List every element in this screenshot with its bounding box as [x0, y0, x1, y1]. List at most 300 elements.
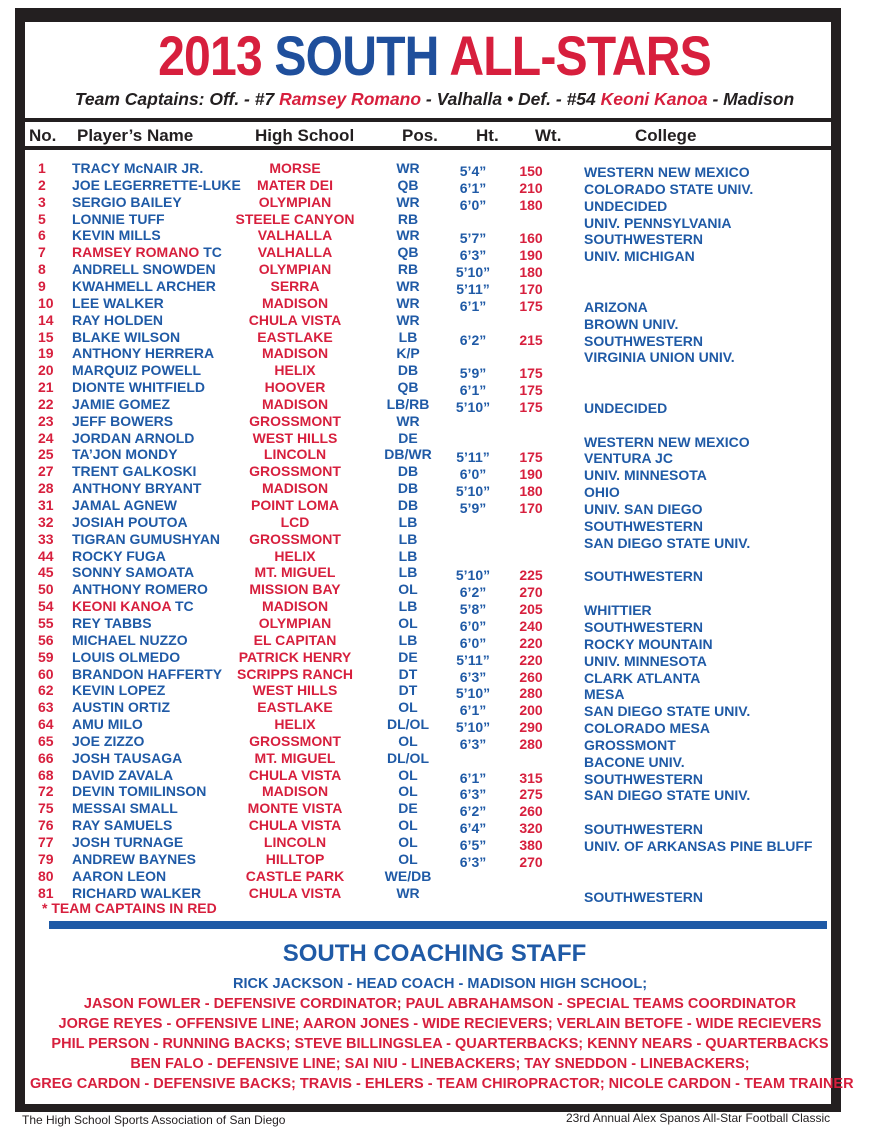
table-row: [0, 665, 869, 686]
player-name: [72, 211, 165, 228]
player-position: WR: [396, 277, 420, 294]
player-school: POINT LOMA: [251, 497, 339, 513]
player-name-text: RICHARD WALKER: [72, 884, 202, 901]
player-name: [72, 329, 180, 346]
player-college: CLARK ATLANTA: [584, 669, 701, 686]
player-school: EASTLAKE: [257, 328, 333, 345]
player-name: [72, 750, 182, 767]
player-name: [72, 396, 170, 413]
player-height: 6’3”: [459, 786, 487, 803]
player-position: DB: [397, 463, 419, 480]
player-college: UNDECIDED: [584, 197, 668, 214]
player-school: MADISON: [261, 783, 329, 800]
player-number: 60: [38, 665, 54, 682]
table-row: [0, 783, 869, 804]
player-college: WESTERN NEW MEXICO: [584, 433, 750, 450]
player-weight: 380: [519, 837, 543, 853]
player-college: SOUTHWESTERN: [584, 618, 703, 635]
table-row: [0, 193, 869, 214]
player-position: OL: [398, 834, 418, 850]
table-row: [0, 244, 869, 265]
player-college: SAN DIEGO STATE UNIV.: [584, 534, 751, 551]
player-position: DT: [398, 682, 418, 699]
header-college: College: [635, 126, 697, 145]
table-row: [0, 480, 869, 501]
player-position: RB: [397, 210, 419, 227]
table-row: [0, 749, 869, 770]
player-name-text: TA’JON MONDY: [72, 446, 178, 463]
player-college: BACONE UNIV.: [584, 753, 685, 770]
player-position: WR: [396, 884, 420, 901]
player-college: SOUTHWESTERN: [584, 568, 703, 585]
player-position: WR: [396, 412, 420, 429]
player-number: 9: [38, 277, 46, 294]
player-position: WE/DB: [384, 867, 432, 884]
player-college: COLORADO STATE UNIV.: [584, 180, 754, 197]
player-college: SOUTHWESTERN: [584, 888, 703, 905]
player-number: 5: [38, 210, 46, 227]
player-name-text: JOE ZIZZO: [72, 732, 145, 749]
player-name-text: JAMAL AGNEW: [72, 497, 177, 513]
player-name-text: LONNIE TUFF: [72, 210, 165, 227]
player-height: 5’10”: [455, 719, 491, 736]
player-name: [72, 548, 166, 565]
player-college: ROCKY MOUNTAIN: [584, 635, 713, 652]
player-name-text: ANDRELL SNOWDEN: [72, 261, 216, 278]
player-name-text: ROCKY FUGA: [72, 547, 166, 564]
player-college: MESA: [584, 686, 625, 703]
captain-offense-name: Ramsey Romano: [279, 89, 422, 109]
player-number: 32: [38, 513, 54, 530]
player-height: 5’9”: [459, 365, 487, 382]
player-school: HILLTOP: [265, 850, 325, 867]
table-row: [0, 530, 869, 551]
table-row: [0, 278, 869, 295]
player-position: OL: [398, 699, 418, 716]
player-height: 6’2”: [459, 331, 487, 348]
player-height: 6’3”: [459, 735, 487, 752]
player-school: OLYMPIAN: [258, 193, 332, 210]
player-number: 10: [38, 294, 54, 311]
captain-defense-name: Keoni Kanoa: [600, 89, 708, 109]
player-name: [72, 194, 182, 211]
player-height: 6’3”: [459, 247, 487, 264]
player-college: SOUTHWESTERN: [584, 517, 703, 534]
header-name: Player’s Name: [77, 126, 194, 145]
player-number: 2: [38, 176, 46, 193]
player-name-text: KEVIN LOPEZ: [72, 682, 166, 699]
player-school: MISSION BAY: [249, 581, 341, 598]
player-school: HELIX: [274, 362, 316, 379]
player-number: 72: [38, 783, 54, 800]
table-row: [0, 345, 869, 366]
header-ht: Ht.: [476, 126, 499, 145]
player-height: 5’11”: [456, 651, 490, 668]
player-college: WESTERN NEW MEXICO: [584, 164, 750, 180]
player-height: 5’10”: [455, 567, 491, 584]
table-row: [0, 294, 869, 315]
player-position: QB: [397, 379, 419, 396]
player-college: UNIV. MICHIGAN: [584, 248, 695, 265]
player-school: GROSSMONT: [249, 463, 341, 480]
player-height: 6’1”: [459, 297, 487, 314]
player-height: 6’0”: [459, 617, 487, 634]
player-college: SOUTHWESTERN: [584, 770, 703, 787]
player-school: MADISON: [261, 598, 329, 615]
player-name-text: BLAKE WILSON: [72, 328, 181, 345]
table-row: [0, 648, 869, 669]
player-school: CHULA VISTA: [248, 311, 342, 328]
player-name: [72, 649, 180, 666]
header-no: No.: [29, 126, 57, 145]
player-weight: 290: [519, 719, 543, 736]
footer-association: The High School Sports Association of San Diego: [22, 1113, 286, 1127]
player-weight: 170: [519, 280, 543, 297]
player-height: 6’3”: [459, 668, 487, 685]
player-weight: 315: [519, 769, 543, 786]
player-weight: 180: [519, 196, 543, 213]
player-number: 62: [38, 682, 54, 699]
player-number: 81: [38, 884, 54, 901]
player-number: 63: [38, 699, 54, 716]
player-name: [72, 834, 183, 851]
player-weight: 280: [519, 735, 543, 752]
player-name: [72, 379, 205, 396]
table-row: [0, 395, 869, 416]
table-row: [0, 328, 869, 349]
player-position: K/P: [396, 345, 420, 362]
player-school: MATER DEI: [257, 176, 333, 193]
table-row: [0, 210, 869, 231]
player-position: DE: [398, 429, 418, 446]
player-name-text: JOSIAH POUTOA: [72, 513, 188, 530]
player-name-text: SONNY SAMOATA: [72, 564, 195, 581]
player-name-text: JOSH TURNAGE: [72, 834, 184, 850]
player-name-text: ANTHONY ROMERO: [72, 581, 208, 598]
table-row: [0, 564, 869, 585]
player-position: DL/OL: [387, 749, 429, 766]
table-row: [0, 631, 869, 652]
player-name: [72, 817, 172, 834]
player-name-text: MARQUIZ POWELL: [72, 362, 202, 379]
player-weight: 180: [519, 264, 543, 281]
captains-footnote: * TEAM CAPTAINS IN RED: [42, 900, 217, 916]
player-height: 5’10”: [455, 483, 491, 500]
player-number: 3: [38, 193, 46, 210]
player-height: 5’7”: [459, 230, 487, 247]
player-name: [72, 581, 208, 598]
table-row: [0, 800, 869, 820]
player-number: 76: [38, 817, 54, 834]
player-name-text: TRENT GALKOSKI: [72, 463, 197, 480]
captains-prefix: Team Captains: Off. - #7: [74, 89, 280, 109]
player-position: WR: [396, 193, 420, 210]
player-position: WR: [396, 227, 420, 244]
player-name: [72, 446, 178, 463]
player-school: CASTLE PARK: [245, 867, 345, 884]
player-position: WR: [396, 294, 420, 311]
player-name: [72, 312, 163, 329]
player-number: 54: [38, 598, 54, 615]
player-name-text: RAMSEY ROMANO: [72, 244, 200, 261]
player-position: LB: [398, 328, 418, 345]
player-height: 6’2”: [459, 803, 487, 820]
table-row: [0, 176, 869, 197]
player-name-text: SERGIO BAILEY: [72, 193, 182, 210]
player-name-text: AMU MILO: [72, 716, 143, 733]
player-college: OHIO: [584, 484, 620, 501]
player-name: [72, 666, 222, 683]
player-school: PATRICK HENRY: [238, 648, 352, 665]
player-weight: 175: [519, 449, 543, 466]
player-position: WR: [396, 160, 420, 176]
player-number: 77: [38, 834, 54, 850]
player-height: 6’1”: [459, 179, 487, 196]
table-row: [0, 160, 869, 180]
player-height: 6’0”: [459, 466, 487, 483]
player-name: [72, 531, 220, 548]
player-name-text: TRACY McNAIR JR.: [72, 160, 204, 176]
player-school: VALHALLA: [257, 244, 333, 261]
coaching-line: PHIL PERSON - RUNNING BACKS; STEVE BILLINGSLEA - QUARTERBACKS; KENNY NEARS - QUARTERBACKS: [51, 1036, 829, 1052]
player-position: DT: [398, 665, 418, 682]
player-number: 20: [38, 362, 54, 379]
player-college: SAN DIEGO STATE UNIV.: [584, 703, 751, 720]
player-height: 6’0”: [459, 196, 487, 213]
player-number: 56: [38, 631, 54, 648]
player-height: 5’11”: [456, 449, 490, 466]
player-position: DE: [398, 800, 418, 817]
player-name-text: JORDAN ARNOLD: [72, 429, 195, 446]
player-name-text: JOSH TAUSAGA: [72, 749, 183, 766]
player-height: 5’10”: [455, 685, 491, 702]
player-position: QB: [397, 176, 419, 193]
coaching-line: JORGE REYES - OFFENSIVE LINE; AARON JONES - WIDE RECIEVERS; VERLAIN BETOFE - WIDE RECIEVERS: [58, 1016, 822, 1032]
player-name: [72, 413, 173, 430]
table-row: [0, 446, 869, 467]
player-name: [72, 733, 144, 750]
player-name-text: KEVIN MILLS: [72, 227, 161, 244]
player-weight: 220: [519, 634, 543, 651]
table-row: [0, 513, 869, 534]
table-row: [0, 548, 869, 565]
player-weight: 275: [519, 786, 543, 803]
player-name-text: ANDREW BAYNES: [72, 850, 196, 867]
table-row: [0, 497, 869, 517]
player-name-text: REY TABBS: [72, 614, 152, 631]
table-row: [0, 834, 869, 854]
player-school: MADISON: [261, 345, 329, 362]
player-school: MORSE: [269, 160, 321, 176]
player-height: 6’1”: [459, 382, 487, 399]
player-position: DE: [398, 648, 418, 665]
table-row: [0, 884, 869, 905]
table-row: [0, 227, 869, 248]
player-name-text: JAMIE GOMEZ: [72, 395, 171, 412]
player-number: 25: [38, 446, 54, 463]
player-name: [72, 345, 214, 362]
player-number: 64: [38, 716, 54, 733]
player-college: SOUTHWESTERN: [584, 821, 703, 838]
player-height: 5’10”: [455, 398, 491, 415]
captains-suffix: - Madison: [707, 89, 795, 109]
table-row: [0, 817, 869, 838]
player-position: OL: [398, 817, 418, 834]
table-row: [0, 362, 869, 382]
player-position: RB: [397, 261, 419, 278]
player-position: OL: [398, 850, 418, 867]
player-number: 31: [38, 497, 54, 513]
table-row: [0, 429, 869, 450]
player-school: OLYMPIAN: [258, 614, 332, 631]
table-row: [0, 614, 869, 635]
player-school: GROSSMONT: [249, 530, 341, 547]
player-position: LB: [398, 530, 418, 547]
player-weight: 175: [519, 398, 543, 415]
player-weight: 190: [519, 247, 543, 264]
player-number: 33: [38, 530, 54, 547]
table-row: [0, 261, 869, 281]
player-number: 80: [38, 867, 54, 884]
table-row: [0, 311, 869, 332]
player-weight: 320: [519, 820, 543, 837]
player-position: OL: [398, 783, 418, 800]
header-school: High School: [255, 126, 355, 145]
player-weight: 270: [519, 584, 543, 601]
player-name: [72, 480, 201, 497]
player-college: SOUTHWESTERN: [584, 332, 703, 349]
player-position: OL: [398, 581, 418, 598]
player-height: 6’1”: [459, 702, 487, 719]
player-name: [72, 868, 166, 885]
player-college: SAN DIEGO STATE UNIV.: [584, 787, 751, 804]
player-name: [72, 177, 241, 194]
player-number: 66: [38, 749, 54, 766]
player-school: HELIX: [274, 547, 316, 564]
player-number: 23: [38, 412, 54, 429]
player-name: [72, 851, 196, 868]
player-college: UNIV. MINNESOTA: [584, 467, 707, 484]
player-school: VALHALLA: [257, 227, 333, 244]
player-college: SOUTHWESTERN: [584, 231, 703, 248]
player-weight: 200: [519, 702, 543, 719]
player-school: SERRA: [270, 277, 320, 294]
player-school: MT. MIGUEL: [254, 749, 336, 766]
player-name-text: ANTHONY BRYANT: [72, 480, 202, 497]
player-school: HELIX: [274, 716, 316, 733]
player-height: 5’9”: [459, 500, 487, 516]
player-position: LB: [398, 631, 418, 648]
player-name-text: KWAHMELL ARCHER: [72, 277, 216, 294]
player-height: 6’4”: [459, 820, 487, 837]
player-position: LB: [398, 598, 418, 615]
player-name: [72, 564, 194, 581]
player-weight: 175: [519, 365, 543, 382]
player-college: UNIV. PENNSYLVANIA: [584, 214, 732, 231]
player-school: GROSSMONT: [249, 412, 341, 429]
player-weight: 170: [519, 500, 543, 516]
player-name: [72, 615, 152, 632]
player-school: SCRIPPS RANCH: [237, 665, 353, 682]
player-number: 44: [38, 547, 54, 564]
player-number: 15: [38, 328, 54, 345]
player-school: EL CAPITAN: [253, 631, 337, 648]
player-position: QB: [397, 244, 419, 261]
player-name: [72, 227, 161, 244]
player-number: 1: [38, 160, 46, 176]
player-number: 59: [38, 648, 54, 665]
player-name: [72, 261, 216, 278]
table-row: [0, 682, 869, 703]
player-college: BROWN UNIV.: [584, 315, 679, 332]
player-height: 5’8”: [459, 601, 487, 618]
player-number: 65: [38, 732, 54, 749]
player-school: MADISON: [261, 294, 329, 311]
player-name-text: DIONTE WHITFIELD: [72, 379, 205, 396]
player-number: 14: [38, 311, 54, 328]
player-name: [72, 362, 201, 379]
table-row: [0, 699, 869, 720]
table-row: [0, 413, 869, 430]
coaching-line: RICK JACKSON - HEAD COACH - MADISON HIGH SCHOOL;: [232, 976, 648, 992]
player-name-text: DEVIN TOMILINSON: [72, 783, 207, 800]
player-school: LINCOLN: [263, 834, 327, 850]
table-row: [0, 732, 869, 753]
player-weight: 150: [519, 163, 543, 179]
player-position: WR: [396, 311, 420, 328]
player-height: 5’11”: [456, 280, 490, 297]
player-school: WEST HILLS: [252, 429, 338, 446]
title-year: 2013: [158, 24, 262, 87]
player-weight: 190: [519, 466, 543, 483]
table-row: [0, 716, 869, 737]
player-weight: 175: [519, 297, 543, 314]
player-position: DB: [397, 480, 419, 497]
player-number: 22: [38, 395, 54, 412]
player-weight: 175: [519, 382, 543, 399]
player-name-text: ANTHONY HERRERA: [72, 345, 215, 362]
player-weight: 160: [519, 230, 543, 247]
player-height: 6’0”: [459, 634, 487, 651]
player-weight: 210: [519, 179, 543, 196]
player-number: 79: [38, 850, 54, 867]
coaching-line: GREG CARDON - DEFENSIVE BACKS; TRAVIS - EHLERS - TEAM CHIROPRACTOR; NICOLE CARDON - TEAM TRAINER: [30, 1076, 854, 1092]
player-school: MADISON: [261, 395, 329, 412]
player-position: OL: [398, 766, 418, 783]
player-college: ARIZONA: [584, 298, 648, 315]
player-school: LINCOLN: [263, 446, 327, 463]
table-row: [0, 581, 869, 601]
player-height: 5’4”: [459, 163, 487, 179]
player-number: 7: [38, 244, 46, 261]
player-weight: 220: [519, 651, 543, 668]
player-college: GROSSMONT: [584, 736, 676, 753]
player-school: MT. MIGUEL: [254, 564, 336, 581]
player-number: 8: [38, 261, 46, 278]
player-name: [72, 430, 194, 447]
player-college: VENTURA JC: [584, 450, 673, 467]
footer-event: 23rd Annual Alex Spanos All-Star Football Classic: [566, 1111, 831, 1125]
player-weight: 270: [519, 853, 543, 870]
player-name: [72, 598, 194, 615]
player-weight: 240: [519, 617, 543, 634]
title-south: SOUTH: [274, 24, 439, 87]
player-college: COLORADO MESA: [584, 720, 710, 737]
player-number: 19: [38, 345, 54, 362]
player-height: 6’1”: [459, 769, 487, 786]
player-name-text: KEONI KANOA: [72, 598, 172, 615]
player-name-text: LEE WALKER: [72, 294, 164, 311]
